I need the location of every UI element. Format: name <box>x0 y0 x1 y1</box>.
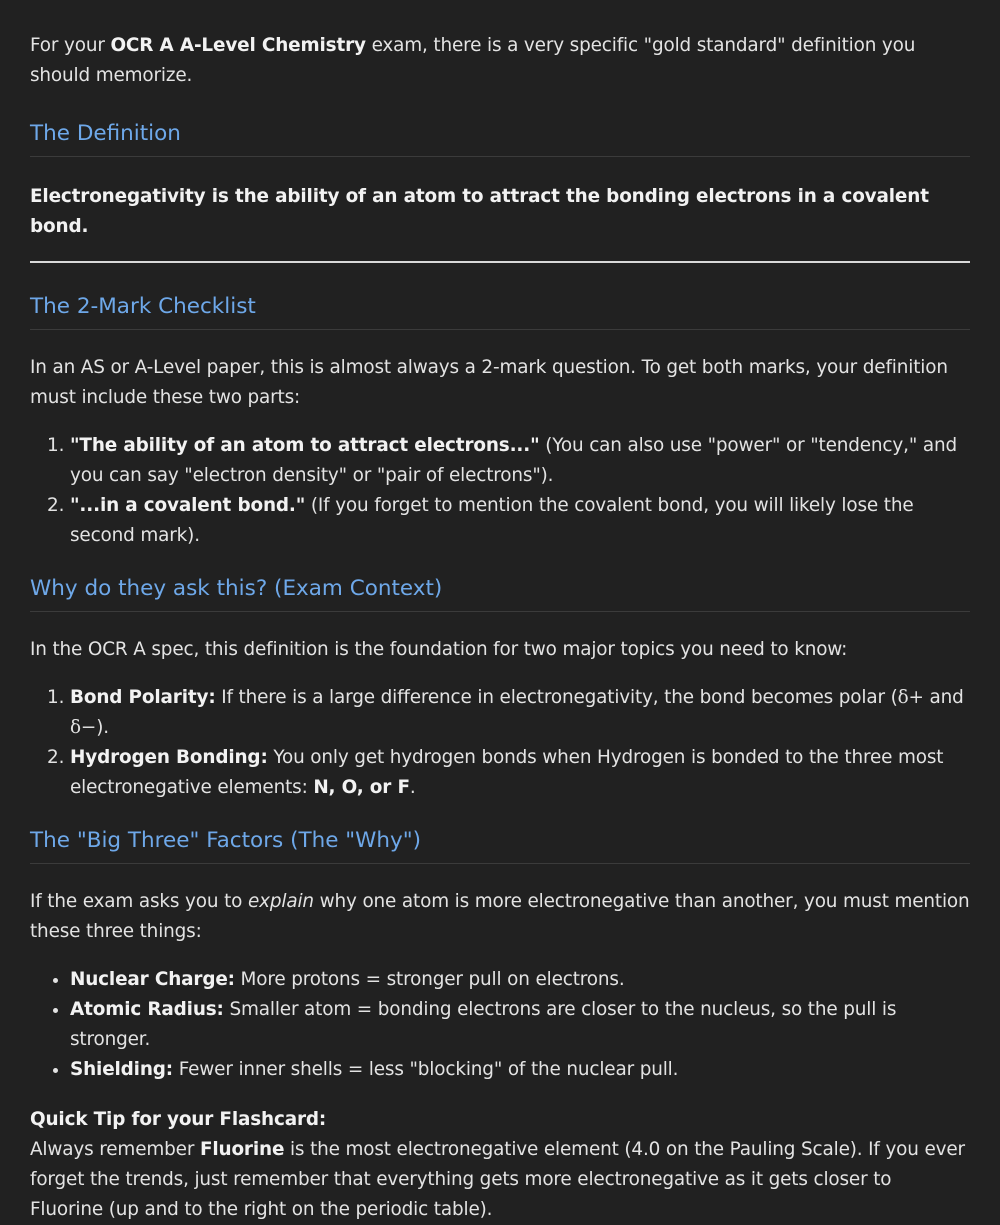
list-item-text: If there is a large difference in electronegativity, the bond becomes polar ( <box>215 687 898 708</box>
list-item <box>70 995 970 1055</box>
elements-list: N, O, or F <box>313 777 410 798</box>
delta-plus: δ+ <box>897 687 924 708</box>
horizontal-divider <box>30 261 970 263</box>
intro-suffix: exam, there is a very specific "gold standard" definition you should memorize. <box>30 35 916 86</box>
factors-heading: The "Big Three" Factors (The "Why") <box>30 826 970 864</box>
delta-minus: δ− <box>70 717 97 738</box>
list-item-text: Smaller atom = bonding electrons are closer to the nucleus, so the pull is stronger. <box>70 999 897 1050</box>
list-item-text: Fewer inner shells = less "blocking" of the nuclear pull. <box>173 1059 679 1080</box>
intro-prefix: For your <box>30 35 111 56</box>
list-item <box>70 1055 970 1085</box>
list-item-text: (You can also use "power" or "tendency," and you can say "electron density" or "pair of electrons"). <box>70 435 957 486</box>
checklist-list <box>30 431 970 551</box>
list-item-end: ). <box>96 717 109 738</box>
list-item <box>70 431 970 491</box>
factors-intro <box>30 887 970 947</box>
tip-prefix: Always remember <box>30 1139 200 1160</box>
list-item-bold: Atomic Radius: <box>70 999 224 1020</box>
list-item-bold: Shielding: <box>70 1059 173 1080</box>
definition-text: Electronegativity is the ability of an atom to attract the bonding electrons in a covalent bond. <box>30 186 929 237</box>
list-item <box>70 683 970 743</box>
tip-suffix: is the most electronegative element (4.0 on the Pauling Scale). If you ever forget the trends, just remember that everything gets more electronegative as it gets closer to Fluorine (up and to the right on the periodic table). <box>30 1139 965 1220</box>
definition-heading: The Definition <box>30 119 970 157</box>
list-item-bold: "...in a covalent bond." <box>70 495 306 516</box>
tip-element: Fluorine <box>199 1139 285 1160</box>
list-item-text: (If you forget to mention the covalent bond, you will likely lose the second mark). <box>70 495 914 546</box>
context-heading: Why do they ask this? (Exam Context) <box>30 574 970 612</box>
tip-label: Quick Tip for your Flashcard: <box>30 1109 327 1130</box>
list-item-bold: Hydrogen Bonding: <box>70 747 268 768</box>
list-item-text: More protons = stronger pull on electrons. <box>234 969 625 990</box>
list-item-bold: Bond Polarity: <box>70 687 216 708</box>
checklist-intro: In an AS or A-Level paper, this is almost always a 2-mark question. To get both marks, your definition must include these two parts: <box>30 357 948 408</box>
context-list <box>30 683 970 803</box>
factors-intro-prefix: If the exam asks you to <box>30 891 248 912</box>
list-item-and: and <box>923 687 964 708</box>
tip-paragraph <box>30 1105 970 1225</box>
exam-name: OCR A A-Level Chemistry <box>110 35 366 56</box>
list-item-bold: Nuclear Charge: <box>70 969 235 990</box>
factors-intro-emphasis: explain <box>247 891 314 912</box>
list-item <box>70 743 970 803</box>
context-intro: In the OCR A spec, this definition is the foundation for two major topics you need to know: <box>30 639 848 660</box>
list-item-text: You only get hydrogen bonds when Hydrogen is bonded to the three most electronegative elements: <box>70 747 944 798</box>
list-item-bold: "The ability of an atom to attract electrons..." <box>70 435 540 456</box>
list-item-end: . <box>409 777 416 798</box>
checklist-heading: The 2-Mark Checklist <box>30 292 970 330</box>
factors-list <box>30 965 970 1085</box>
intro-paragraph <box>30 31 970 91</box>
list-item <box>70 491 970 551</box>
factors-intro-suffix: why one atom is more electronegative than another, you must mention these three things: <box>30 891 970 942</box>
list-item <box>70 965 970 995</box>
